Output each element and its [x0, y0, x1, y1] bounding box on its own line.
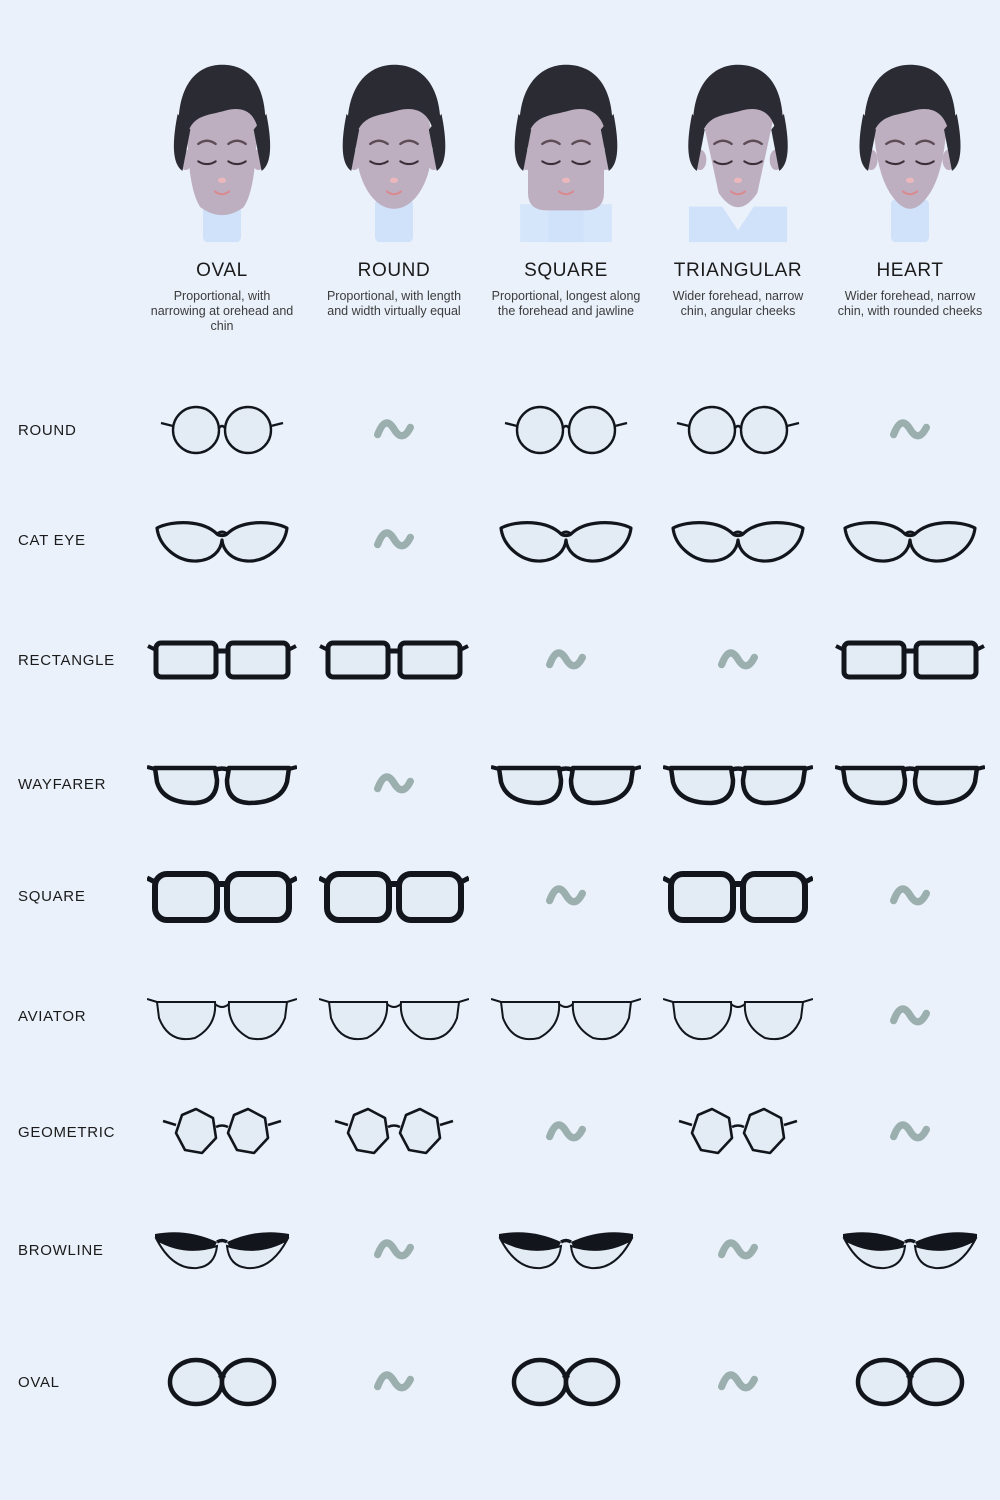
- face-column-round: [306, 60, 482, 319]
- glasses-wayfarer-triangular-icon: [650, 740, 826, 830]
- not-recommended-icon-round-round: [306, 386, 482, 476]
- frame-row-label-browline: BROWLINE: [18, 1242, 104, 1259]
- face-column-square: [478, 60, 654, 319]
- not-recommended-icon-rectangle-triangular: [650, 616, 826, 706]
- frame-row-label-oval: OVAL: [18, 1374, 60, 1391]
- not-recommended-icon-oval-round: [306, 1338, 482, 1428]
- glasses-wayfarer-oval-icon: [134, 740, 310, 830]
- glasses-oval-oval-icon: [134, 1338, 310, 1428]
- frame-row-label-rectangle: RECTANGLE: [18, 652, 115, 669]
- face-shape-name: TRIANGULAR: [673, 260, 803, 281]
- frame-row-label-aviator: AVIATOR: [18, 1008, 87, 1025]
- glasses-wayfarer-square-icon: [478, 740, 654, 830]
- face-illustration-triangular-icon: [650, 60, 826, 250]
- face-shape-description: Proportional, with length and width virtually equal: [326, 289, 462, 318]
- not-recommended-icon-geometric-heart: [822, 1088, 998, 1178]
- glasses-rectangle-heart-icon: [822, 616, 998, 706]
- glasses-aviator-square-icon: [478, 972, 654, 1062]
- glasses-square-round-icon: [306, 852, 482, 942]
- face-illustration-round-icon: [306, 60, 482, 250]
- face-shape-description: Proportional, longest along the forehead and jawline: [491, 289, 641, 318]
- glasses-round-square-icon: [478, 386, 654, 476]
- not-recommended-icon-geometric-square: [478, 1088, 654, 1178]
- frame-row-label-wayfarer: WAYFARER: [18, 776, 107, 793]
- glasses-square-oval-icon: [134, 852, 310, 942]
- face-column-oval: [134, 60, 310, 334]
- face-shape-name: OVAL: [196, 260, 248, 281]
- glasses-oval-square-icon: [478, 1338, 654, 1428]
- glasses-browline-heart-icon: [822, 1206, 998, 1296]
- not-recommended-icon-round-heart: [822, 386, 998, 476]
- face-illustration-oval-icon: [134, 60, 310, 250]
- face-illustration-square-icon: [478, 60, 654, 250]
- face-shape-description: Proportional, with narrowing at orehead and chin: [150, 289, 294, 333]
- glasses-cat-eye-square-icon: [478, 496, 654, 586]
- glasses-rectangle-oval-icon: [134, 616, 310, 706]
- frame-row-label-square: SQUARE: [18, 888, 86, 905]
- glasses-geometric-oval-icon: [134, 1088, 310, 1178]
- not-recommended-icon-wayfarer-round: [306, 740, 482, 830]
- glasses-cat-eye-oval-icon: [134, 496, 310, 586]
- glasses-rectangle-round-icon: [306, 616, 482, 706]
- face-shape-name: SQUARE: [524, 260, 608, 281]
- glasses-aviator-round-icon: [306, 972, 482, 1062]
- face-illustration-heart-icon: [822, 60, 998, 250]
- glasses-cat-eye-heart-icon: [822, 496, 998, 586]
- face-shape-name: HEART: [876, 260, 944, 281]
- glasses-browline-oval-icon: [134, 1206, 310, 1296]
- glasses-aviator-triangular-icon: [650, 972, 826, 1062]
- frame-row-label-cat-eye: CAT EYE: [18, 532, 86, 549]
- glasses-square-triangular-icon: [650, 852, 826, 942]
- face-shape-name: ROUND: [357, 260, 431, 281]
- not-recommended-icon-rectangle-square: [478, 616, 654, 706]
- face-column-heart: [822, 60, 998, 319]
- not-recommended-icon-oval-triangular: [650, 1338, 826, 1428]
- face-shape-description: Wider forehead, narrow chin, with rounded cheeks: [837, 289, 983, 318]
- not-recommended-icon-square-heart: [822, 852, 998, 942]
- not-recommended-icon-square-square: [478, 852, 654, 942]
- glasses-geometric-triangular-icon: [650, 1088, 826, 1178]
- glasses-oval-heart-icon: [822, 1338, 998, 1428]
- glasses-browline-square-icon: [478, 1206, 654, 1296]
- face-shape-description: Wider forehead, narrow chin, angular cheeks: [672, 289, 804, 318]
- face-column-triangular: [650, 60, 826, 319]
- glasses-cat-eye-triangular-icon: [650, 496, 826, 586]
- glasses-aviator-oval-icon: [134, 972, 310, 1062]
- glasses-round-triangular-icon: [650, 386, 826, 476]
- not-recommended-icon-browline-round: [306, 1206, 482, 1296]
- not-recommended-icon-aviator-heart: [822, 972, 998, 1062]
- glasses-round-oval-icon: [134, 386, 310, 476]
- not-recommended-icon-browline-triangular: [650, 1206, 826, 1296]
- glasses-geometric-round-icon: [306, 1088, 482, 1178]
- glasses-wayfarer-heart-icon: [822, 740, 998, 830]
- frame-row-label-round: ROUND: [18, 422, 77, 439]
- frame-row-label-geometric: GEOMETRIC: [18, 1124, 116, 1141]
- not-recommended-icon-cat-eye-round: [306, 496, 482, 586]
